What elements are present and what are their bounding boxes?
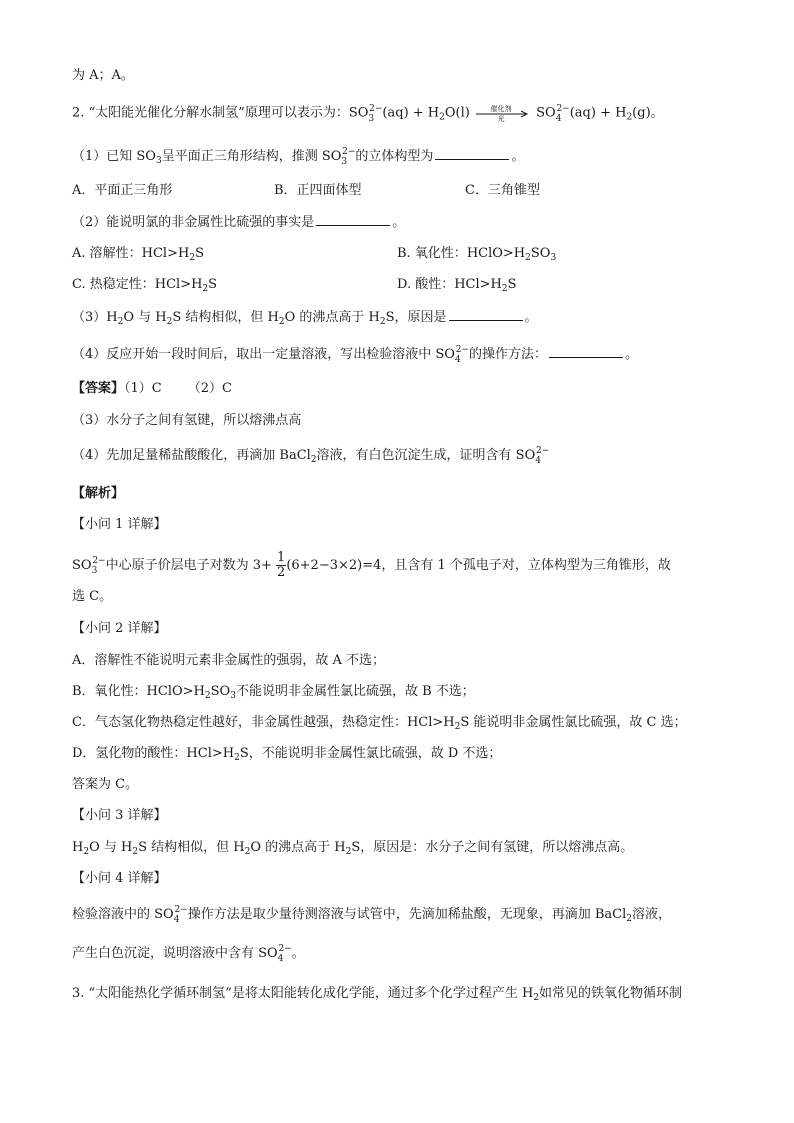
explanation-line: 产生白色沉淀，说明溶液中含有 $SO_4^{2-}$。 — [72, 944, 305, 964]
option-b: B. 氧化性：$HClO>H_2SO_3$ — [397, 246, 557, 263]
paragraph-text: 为 A；A。 — [72, 68, 134, 83]
option-a: A. 溶解性：$HCl>H_2S$ — [72, 246, 204, 263]
fraction: $\frac{1}{2}$ — [277, 550, 286, 580]
option-c: C．三角锥型 — [465, 183, 540, 198]
ion-charge: $_4^{2-}$ — [173, 905, 188, 925]
text-line — [72, 67, 134, 85]
answer-line: （4）先加足量稀盐酸酸化，再滴加 BaCl$_2$溶液，有白色沉淀生成，证明含有 $SO_4^{2-}$ — [72, 446, 550, 466]
ion-charge: $_3^{2-}$ — [341, 147, 356, 167]
ion-charge: $_4^{2-}$ — [277, 944, 292, 964]
sub-heading: 【小问 2 详解】 — [72, 621, 167, 636]
option-a: A．平面正三角形 — [72, 183, 173, 198]
sub-heading: 【小问 3 详解】 — [72, 808, 167, 823]
question-2-1: （1）已知 $SO_3$呈平面正三角形结构，推测 $SO_3^{2-}$的立体构型为 。 — [72, 147, 525, 167]
answer-blank[interactable] — [549, 345, 623, 358]
answer-line: （3）水分子之间有氢键，所以熔沸点高 — [72, 413, 302, 428]
answer-label: 【答案】 — [72, 381, 125, 396]
explanation-line: B．氧化性：$HClO>H_2SO_3$不能说明非金属性氯比硫强，故 B 不选； — [72, 684, 475, 701]
arrow-top-label: 催化剂 — [490, 105, 512, 113]
question-2-2: （2）能说明氯的非金属性比硫强的事实是 。 — [72, 215, 406, 230]
explanation-line: 答案为 C。 — [72, 777, 139, 792]
explanation-line: D．氢化物的酸性：$HCl>H_2S$，不能说明非金属性氯比硫强，故 D 不选； — [72, 746, 502, 763]
explanation-line: C．气态氢化物热稳定性越好，非金属性越强，热稳定性：$HCl>H_2S$ 能说明非金属性氯比硫强，故 C 选； — [72, 715, 687, 732]
ion-charge: $_4^{2-}$ — [535, 446, 550, 466]
explanation-line: 检验溶液中的 $SO_4^{2-}$操作方法是取少量待测溶液与试管中，先滴加稀盐酸，无现象，再滴加 BaCl$_2$溶液， — [72, 905, 672, 925]
explanation-line: 选 C。 — [72, 589, 113, 604]
answer-blank[interactable] — [435, 147, 509, 160]
analysis-heading: 【解析】 — [72, 486, 125, 501]
arrow-icon — [474, 104, 532, 122]
option-b: B．正四面体型 — [274, 183, 362, 198]
answer-blank[interactable] — [316, 213, 390, 226]
answer-blank[interactable] — [449, 308, 523, 321]
reaction-arrow — [474, 104, 532, 122]
answer-line: 【答案】（1）C （2）C — [72, 381, 232, 396]
question-2-intro: 2. “太阳能光催化分解水制氢”原理可以表示为：$SO_3^{2-}(aq) + H_2O(l)$ 催化剂 光 $SO_4^{2-}(aq) + H_2(g)$。 — [72, 103, 664, 124]
question-3-intro: 3. “太阳能热化学循环制氢”是将太阳能转化成化学能，通过多个化学过程产生 $H_2$如常见的铁氧化物循环制 — [72, 986, 683, 1003]
sub-heading: 【小问 1 详解】 — [72, 517, 167, 532]
ion-charge: $_4^{2-}$ — [555, 103, 570, 124]
paragraph-text: 2. “太阳能光催化分解水制氢”原理可以表示为：SO — [72, 105, 369, 121]
option-d: D. 酸性：$HCl>H_2S$ — [397, 277, 517, 294]
explanation-line: $H_2O$ 与 $H_2S$ 结构相似，但 $H_2O$ 的沸点高于 $H_2S$，原因是：水分子之间有氢键，所以熔沸点高。 — [72, 840, 634, 857]
arrow-bottom-label: 光 — [497, 115, 505, 122]
question-2-4: （4）反应开始一段时间后，取出一定量溶液，写出检验溶液中 $SO_4^{2-}$的操作方法： 。 — [72, 345, 639, 365]
explanation-line: A．溶解性不能说明元素非金属性的强弱，故 A 不选； — [72, 653, 386, 668]
explanation-line: $SO_3^{2-}$中心原子价层电子对数为 3+ $\frac{1}{2}$ (6+2−3×2)=4，且含有 1 个孤电子对，立体构型为三角锥形，故 — [72, 550, 671, 580]
option-c: C. 热稳定性：$HCl>H_2S$ — [72, 277, 218, 294]
ion-charge: $_4^{2-}$ — [454, 345, 469, 365]
ion-charge: $_3^{2-}$ — [368, 103, 383, 124]
question-2-3: $(3)H_2O$ 与 $H_2S$ 结构相似，但 $H_2O$ 的沸点高于 $H_2S$，原因是 。 — [72, 310, 538, 327]
sub-heading: 【小问 4 详解】 — [72, 871, 167, 886]
ion-charge: $_3^{2-}$ — [91, 556, 106, 576]
